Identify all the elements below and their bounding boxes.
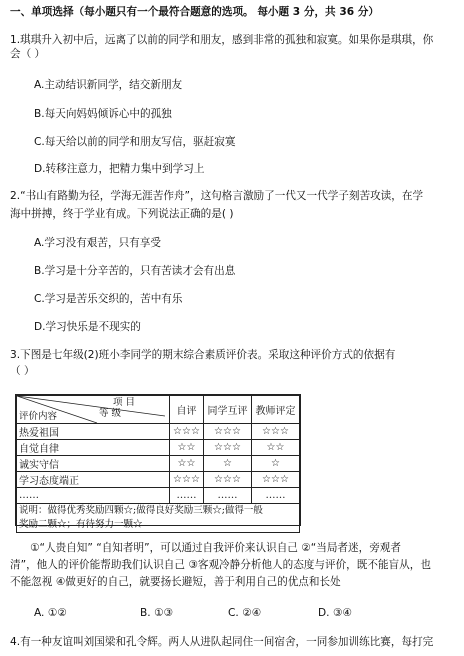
row-label: …… xyxy=(17,488,170,504)
table-note-line1: 说明：做得优秀奖励四颗☆;做得良好奖励三颗☆;做得一般 xyxy=(19,505,263,516)
corner-content-label: 评价内容 xyxy=(19,411,58,422)
ellipsis-cell: …… xyxy=(204,488,252,504)
q2-option-b[interactable]: B.学习是十分辛苦的，只有苦读才会有出息 xyxy=(34,265,236,277)
q4-stem-line1: 4.有一种友谊叫刘国梁和孔令辉。两人从进队起同住一间宿舍，一同参加训练比赛，每打完 xyxy=(10,636,434,648)
col-header-self: 自评 xyxy=(170,396,204,424)
q2-stem-line1: 2.“书山有路勤为径，学海无涯苦作舟”，这句格言激励了一代又一代学子刻苦攻读，在学 xyxy=(10,190,424,202)
q2-option-a[interactable]: A.学习没有艰苦，只有享受 xyxy=(34,237,161,249)
q1-option-a[interactable]: A.主动结识新同学，结交新朋友 xyxy=(34,79,183,91)
table-note-row xyxy=(17,504,300,533)
table-row xyxy=(17,440,300,456)
q1-stem-line1: 1.琪琪升入初中后，远离了以前的同学和朋友，感到非常的孤独和寂寞。如果你是琪琪，你 xyxy=(10,34,434,46)
table-row xyxy=(17,472,300,488)
q2-stem-line2: 海中拼搏，终于学业有成。下列说法正确的是( ) xyxy=(10,208,234,220)
corner-level-label: 等 级 xyxy=(99,408,122,419)
table-note xyxy=(17,504,300,533)
star-cell: ☆☆ xyxy=(170,440,204,456)
star-cell: ☆☆☆ xyxy=(170,424,204,440)
star-cell: ☆ xyxy=(204,456,252,472)
star-cell: ☆ xyxy=(252,456,300,472)
q3-option-b[interactable]: B. ①③ xyxy=(140,607,173,619)
q3-statement-line3: 不能忽视 ④做更好的自己，就要扬长避短，善于利用自己的优点和长处 xyxy=(10,576,341,588)
q3-stem-line1: 3.下图是七年级(2)班小李同学的期末综合素质评价表。采取这种评价方式的依据有 xyxy=(10,349,396,361)
ellipsis-cell: …… xyxy=(170,488,204,504)
q3-statement-line2: 清”，他人的评价能帮助我们认识自己 ③客观冷静分析他人的态度与评价，既不能盲从，也 xyxy=(10,559,431,571)
corner-item-label: 项 目 xyxy=(113,397,136,408)
ellipsis-cell: …… xyxy=(252,488,300,504)
star-cell: ☆☆☆ xyxy=(170,472,204,488)
q1-stem-line2: 会（ ） xyxy=(10,48,46,60)
q3-option-c[interactable]: C. ②④ xyxy=(228,607,262,619)
q1-option-b[interactable]: B.每天向妈妈倾诉心中的孤独 xyxy=(34,108,172,120)
table-row xyxy=(17,488,300,504)
star-cell: ☆☆☆ xyxy=(252,424,300,440)
table-note-line2: 奖励二颗☆；有待努力一颗☆ xyxy=(19,519,143,530)
star-cell: ☆☆ xyxy=(252,440,300,456)
col-header-teacher: 教师评定 xyxy=(252,396,300,424)
star-cell: ☆☆☆ xyxy=(204,472,252,488)
q2-option-d[interactable]: D.学习快乐是不现实的 xyxy=(34,321,141,333)
q1-option-d[interactable]: D.转移注意力，把精力集中到学习上 xyxy=(34,163,205,175)
row-label: 诚实守信 xyxy=(17,456,170,472)
table-row xyxy=(17,424,300,440)
q1-option-c[interactable]: C.每天给以前的同学和朋友写信，驱赶寂寞 xyxy=(34,136,236,148)
table-header-row xyxy=(17,396,300,424)
q3-statement-line1: ①“人贵自知” “自知者明”，可以通过自我评价来认识自己 ②“当局者迷，旁观者 xyxy=(30,542,401,554)
q2-option-c[interactable]: C.学习是苦乐交织的，苦中有乐 xyxy=(34,293,183,305)
row-label: 自觉自律 xyxy=(17,440,170,456)
q3-option-a[interactable]: A. ①② xyxy=(34,607,67,619)
q3-option-d[interactable]: D. ③④ xyxy=(318,607,352,619)
star-cell: ☆☆☆ xyxy=(204,440,252,456)
star-cell: ☆☆☆ xyxy=(252,472,300,488)
col-header-peer: 同学互评 xyxy=(204,396,252,424)
star-cell: ☆☆☆ xyxy=(204,424,252,440)
section-title: 一、单项选择（每小题只有一个最符合题意的选项。 每小题 3 分，共 36 分） xyxy=(10,6,379,18)
row-label: 学习态度端正 xyxy=(17,472,170,488)
q3-stem-line2: （ ） xyxy=(10,365,35,377)
star-cell: ☆☆ xyxy=(170,456,204,472)
table-corner-cell xyxy=(17,396,170,424)
row-label: 热爱祖国 xyxy=(17,424,170,440)
table-row xyxy=(17,456,300,472)
evaluation-table xyxy=(15,394,301,530)
